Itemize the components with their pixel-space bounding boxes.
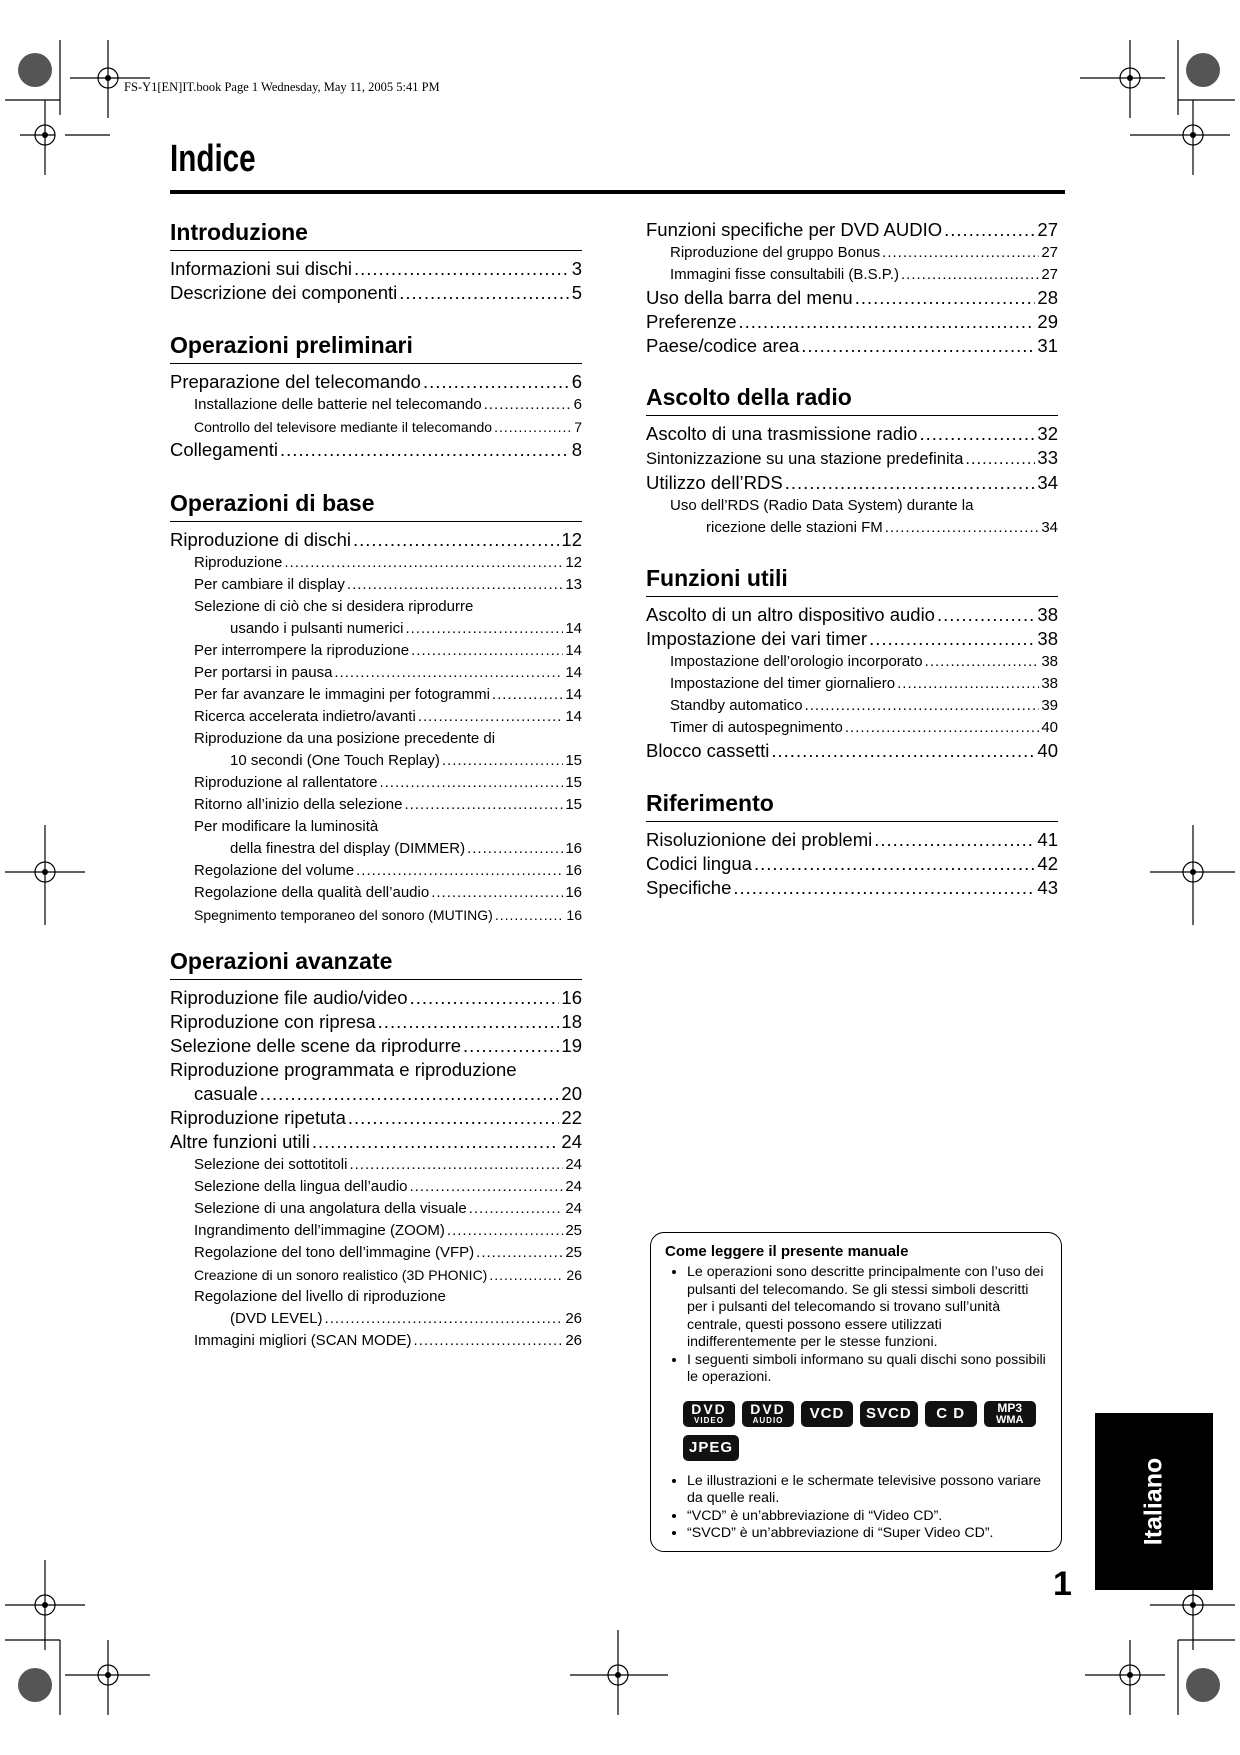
toc-entry[interactable]: Preferenze ..... 29 [646,310,1058,334]
toc-subentry[interactable]: Per interrompere la riproduzione ..... 14 [170,640,582,662]
section-riferimento [646,789,1058,900]
toc-entry[interactable]: Collegamenti ..... 8 [170,438,582,462]
box-bullet: • Le illustrazioni e le schermate televisive possono variare da quelle reali. [687,1473,1047,1508]
box-bullet: • “SVCD” è un’abbreviazione di “Super Video CD”. [687,1525,1047,1543]
toc-subentry[interactable]: Riproduzione del gruppo Bonus ..... 27 [646,242,1058,264]
toc-entry[interactable]: Riproduzione file audio/video ..... 16 [170,986,582,1010]
toc-subentry[interactable]: Impostazione del timer giornaliero ..... 38 [646,673,1058,695]
toc-entry[interactable]: casuale ..... 20 [170,1082,582,1106]
toc-entry[interactable]: Paese/codice area ..... 31 [646,334,1058,358]
language-tab: Italiano [1095,1413,1213,1590]
section-heading: Funzioni utili [646,564,1058,597]
toc-subentry[interactable]: Regolazione del volume ..... 16 [170,860,582,882]
toc-subentry[interactable]: Selezione dei sottotitoli ..... 24 [170,1154,582,1176]
toc-entry[interactable]: Blocco cassetti ..... 40 [646,739,1058,763]
toc-subentry[interactable]: Selezione della lingua dell’audio ..... 24 [170,1176,582,1198]
toc-entry[interactable]: Selezione delle scene da riprodurre ..... 19 [170,1034,582,1058]
toc-subentry[interactable]: Riproduzione ..... 12 [170,552,582,574]
disc-icons-row [683,1401,1047,1427]
section-ascolto-della-radio [646,383,1058,539]
section-operazioni-preliminari [170,331,582,462]
toc-subentry[interactable]: Per far avanzare le immagini per fotogrammi ..... 14 [170,684,582,706]
section-funzioni-utili [646,564,1058,763]
box-bullets-top [665,1264,1047,1387]
toc-subentry[interactable]: Timer di autospegnimento ..... 40 [646,717,1058,739]
toc-subentry[interactable]: Ricerca accelerata indietro/avanti ..... 14 [170,706,582,728]
section-introduzione [170,218,582,305]
toc-subentry[interactable]: Regolazione del tono dell’immagine (VFP) ..... 25 [170,1242,582,1264]
page-title: Indice [170,138,256,180]
toc-subentry[interactable]: (DVD LEVEL) ..... 26 [170,1308,582,1330]
toc-entry[interactable]: Ascolto di un altro dispositivo audio ..... 38 [646,603,1058,627]
toc-subentry-line[interactable]: Per modificare la luminosità [194,818,379,835]
toc-subentry[interactable]: Creazione di un sonoro realistico (3D PHONIC) ..... 26 [170,1264,582,1286]
section-heading: Operazioni avanzate [170,947,582,980]
toc-entry[interactable]: Riproduzione di dischi ..... 12 [170,528,582,552]
toc-entry[interactable]: Codici lingua ..... 42 [646,852,1058,876]
toc-subentry[interactable]: 10 secondi (One Touch Replay) ..... 15 [170,750,582,772]
toc-subentry[interactable]: Spegnimento temporaneo del sonoro (MUTING) ..... 16 [170,904,582,926]
toc-entry[interactable]: Riproduzione con ripresa ..... 18 [170,1010,582,1034]
toc-entry[interactable]: Riproduzione ripetuta ..... 22 [170,1106,582,1130]
toc-subentry[interactable]: Per cambiare il display ..... 13 [170,574,582,596]
toc-entry[interactable]: Uso della barra del menu ..... 28 [646,286,1058,310]
box-bullets-bottom [665,1473,1047,1543]
toc-entry[interactable]: Descrizione dei componenti ..... 5 [170,281,582,305]
disc-icons-row-2 [683,1435,1047,1461]
toc-subentry[interactable]: della finestra del display (DIMMER) ..... 16 [170,838,582,860]
dvd-audio-icon: DVD AUDIO [742,1401,794,1427]
how-to-read-box [650,1232,1062,1552]
toc-entry[interactable]: Specifiche ..... 43 [646,876,1058,900]
toc-subentry-line[interactable]: Selezione di ciò che si desidera riprodurre [194,598,474,615]
section-heading: Operazioni preliminari [170,331,582,364]
section-dvd-audio-continued [646,218,1058,358]
toc-subentry[interactable]: Ritorno all’inizio della selezione ..... 15 [170,794,582,816]
box-bullet: • “VCD” è un’abbreviazione di “Video CD”. [687,1508,1047,1526]
section-operazioni-di-base [170,489,582,926]
toc-subentry[interactable]: usando i pulsanti numerici ..... 14 [170,618,582,640]
section-heading: Operazioni di base [170,489,582,522]
toc-subentry[interactable]: Controllo del televisore mediante il telecomando ..... 7 [170,416,582,438]
toc-entry-line[interactable]: Riproduzione programmata e riproduzione [170,1059,517,1080]
toc-entry[interactable]: Altre funzioni utili ..... 24 [170,1130,582,1154]
mp3-wma-icon: MP3 WMA [984,1401,1036,1427]
toc-subentry[interactable]: ricezione delle stazioni FM ..... 34 [646,517,1058,539]
toc-subentry[interactable]: Immagini migliori (SCAN MODE) ..... 26 [170,1330,582,1352]
box-bullet: • I seguenti simboli informano su quali dischi sono possibili le operazioni. [687,1352,1047,1387]
toc-entry[interactable]: Sintonizzazione su una stazione predefinita ..... 33 [646,446,1058,471]
title-rule [170,190,1065,194]
page-number: 1 [1053,1565,1072,1603]
toc-entry[interactable]: Impostazione dei vari timer ..... 38 [646,627,1058,651]
section-heading: Ascolto della radio [646,383,1058,416]
toc-entry[interactable]: Utilizzo dell’RDS ..... 34 [646,471,1058,495]
toc-entry[interactable]: Ascolto di una trasmissione radio ..... 32 [646,422,1058,446]
jpeg-icon: JPEG [683,1435,739,1461]
toc-entry[interactable]: Risoluzionione dei problemi ..... 41 [646,828,1058,852]
toc-entry[interactable]: Funzioni specifiche per DVD AUDIO ..... 27 [646,218,1058,242]
cd-icon: C D [925,1401,977,1427]
toc-subentry[interactable]: Per portarsi in pausa ..... 14 [170,662,582,684]
toc-subentry[interactable]: Riproduzione al rallentatore ..... 15 [170,772,582,794]
toc-subentry[interactable]: Standby automatico ..... 39 [646,695,1058,717]
toc-subentry-line[interactable]: Regolazione del livello di riproduzione [194,1288,446,1305]
toc-entry[interactable]: Preparazione del telecomando ..... 6 [170,370,582,394]
dvd-video-icon: DVD VIDEO [683,1401,735,1427]
box-title: Come leggere il presente manuale [665,1243,909,1260]
toc-entry[interactable]: Informazioni sui dischi ..... 3 [170,257,582,281]
section-operazioni-avanzate [170,947,582,1352]
toc-subentry[interactable]: Impostazione dell’orologio incorporato ..... 38 [646,651,1058,673]
box-bullet: • Le operazioni sono descritte principalmente con l’uso dei pulsanti del telecomando. Se gli stessi simboli descritti per i pulsanti del telecomando si trovano sull’unità centrale, questi possono essere utilizzati indifferentemente per le stesse funzioni. [687,1264,1047,1352]
toc-subentry[interactable]: Ingrandimento dell’immagine (ZOOM) ..... 25 [170,1220,582,1242]
toc-subentry[interactable]: Immagini fisse consultabili (B.S.P.) ..... 27 [646,264,1058,286]
section-heading: Introduzione [170,218,582,251]
toc-subentry-line[interactable]: Riproduzione da una posizione precedente di [194,730,496,747]
svcd-icon: SVCD [860,1401,918,1427]
print-info: FS-Y1[EN]IT.book Page 1 Wednesday, May 11, 2005 5:41 PM [124,80,440,94]
toc-subentry[interactable]: Selezione di una angolatura della visuale ..... 24 [170,1198,582,1220]
toc-subentry-line[interactable]: Uso dell’RDS (Radio Data System) durante la [670,497,974,514]
section-heading: Riferimento [646,789,1058,822]
toc-subentry[interactable]: Regolazione della qualità dell’audio ..... 16 [170,882,582,904]
toc-subentry[interactable]: Installazione delle batterie nel telecomando ..... 6 [170,394,582,416]
vcd-icon: VCD [801,1401,853,1427]
